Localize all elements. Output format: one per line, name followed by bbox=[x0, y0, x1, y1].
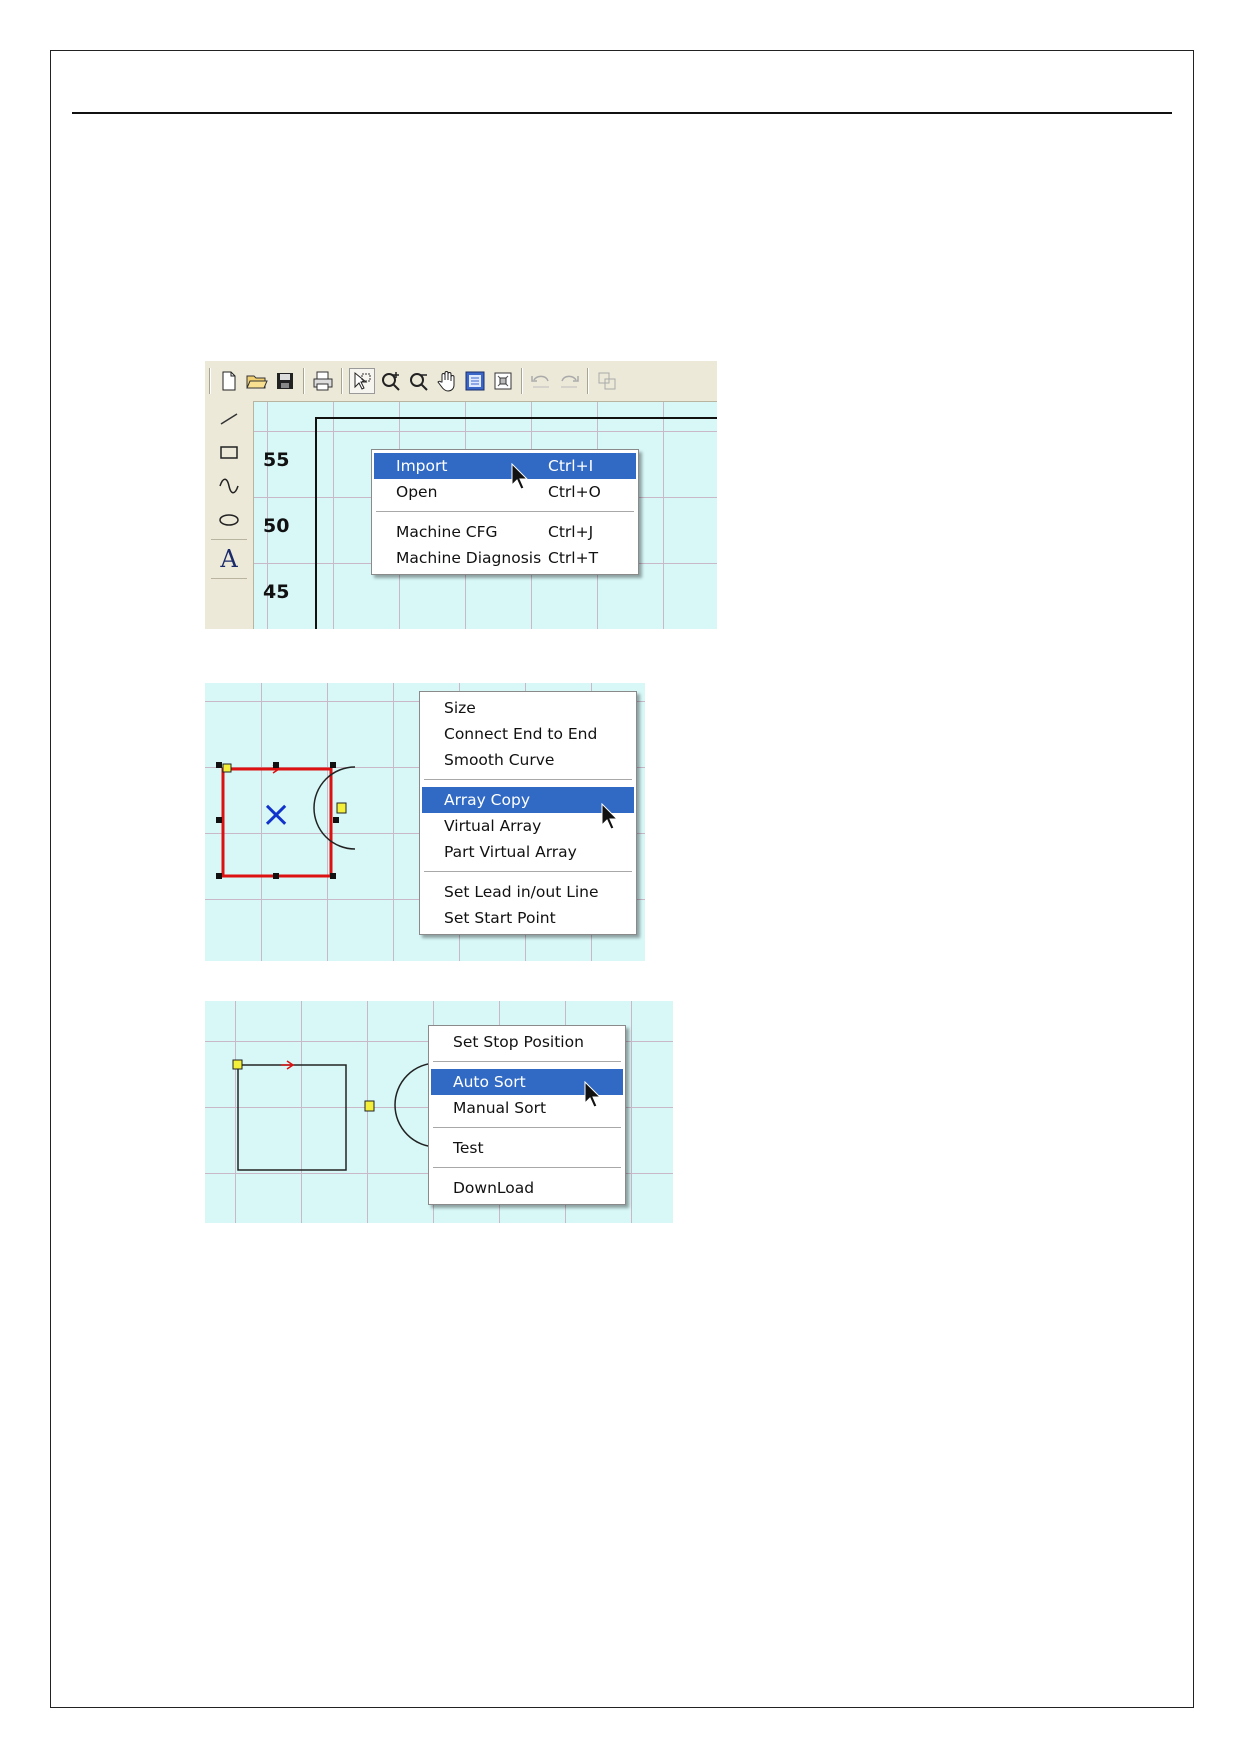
menu-item-shortcut: Ctrl+I bbox=[548, 457, 594, 475]
save-disk-icon[interactable] bbox=[273, 369, 297, 393]
menu-item-shortcut: Ctrl+J bbox=[548, 523, 594, 541]
open-folder-icon[interactable] bbox=[245, 369, 269, 393]
resize-handle[interactable] bbox=[216, 817, 222, 823]
menu-item-label: DownLoad bbox=[453, 1179, 535, 1197]
menu-item-shortcut: Ctrl+T bbox=[548, 549, 599, 567]
menu-separator bbox=[433, 1167, 621, 1169]
menu-item-label: Set Stop Position bbox=[453, 1033, 584, 1051]
zoom-all-icon[interactable] bbox=[491, 369, 515, 393]
menu-item-set-stop-position[interactable] bbox=[431, 1029, 623, 1055]
resize-handle[interactable] bbox=[333, 817, 339, 823]
text-tool-glyph: A bbox=[220, 545, 238, 573]
menu-item-set-start-point[interactable] bbox=[422, 905, 634, 931]
resize-handle[interactable] bbox=[330, 873, 336, 879]
group-icon[interactable] bbox=[595, 369, 619, 393]
resize-handle[interactable] bbox=[216, 762, 222, 768]
canvas-border-left bbox=[315, 417, 317, 629]
menu-separator bbox=[424, 779, 632, 781]
canvas-border-top bbox=[315, 417, 717, 419]
redo-icon[interactable] bbox=[557, 369, 581, 393]
menu-item-size[interactable] bbox=[422, 695, 634, 721]
resize-handle[interactable] bbox=[273, 873, 279, 879]
ellipse-tool-icon[interactable] bbox=[205, 503, 253, 537]
zoom-in-icon[interactable] bbox=[379, 369, 403, 393]
mouse-cursor-icon bbox=[583, 1081, 603, 1109]
menu-item-label: Virtual Array bbox=[444, 817, 542, 835]
menu-item-label: Smooth Curve bbox=[444, 751, 555, 769]
menu-item-label: Array Copy bbox=[444, 791, 530, 809]
screenshot-file-menu bbox=[205, 361, 717, 629]
mouse-cursor-icon bbox=[600, 803, 620, 831]
center-mark: × bbox=[261, 794, 292, 835]
menu-separator bbox=[433, 1127, 621, 1129]
drawing-toolbar bbox=[205, 401, 254, 629]
screenshot-edit-menu bbox=[205, 683, 645, 961]
undo-icon[interactable] bbox=[529, 369, 553, 393]
menu-item-label: Size bbox=[444, 699, 476, 717]
resize-handle[interactable] bbox=[216, 873, 222, 879]
menu-item-label: Part Virtual Array bbox=[444, 843, 577, 861]
line-tool-icon[interactable] bbox=[205, 401, 253, 435]
menu-item-import[interactable] bbox=[374, 453, 636, 479]
new-file-icon[interactable] bbox=[217, 369, 241, 393]
main-toolbar bbox=[205, 361, 717, 402]
menu-item-label: Machine CFG bbox=[396, 523, 498, 541]
select-pointer-icon[interactable] bbox=[349, 368, 375, 394]
rectangle-tool-icon[interactable] bbox=[205, 435, 253, 469]
fit-page-icon[interactable] bbox=[463, 369, 487, 393]
menu-item-label: Set Start Point bbox=[444, 909, 556, 927]
menu-item-smooth-curve[interactable] bbox=[422, 747, 634, 773]
menu-item-machine-cfg[interactable] bbox=[374, 519, 636, 545]
ruler-label: 45 bbox=[263, 581, 290, 603]
resize-handle[interactable] bbox=[330, 762, 336, 768]
menu-separator bbox=[424, 871, 632, 873]
pan-hand-icon[interactable] bbox=[435, 369, 459, 393]
text-tool-icon[interactable] bbox=[205, 542, 253, 576]
menu-item-label: Manual Sort bbox=[453, 1099, 547, 1117]
print-icon[interactable] bbox=[311, 369, 335, 393]
menu-item-shortcut: Ctrl+O bbox=[548, 483, 601, 501]
menu-item-download[interactable] bbox=[431, 1175, 623, 1201]
menu-item-part-virtual-array[interactable] bbox=[422, 839, 634, 865]
header-rule bbox=[72, 112, 1172, 114]
menu-item-connect-end-to-end[interactable] bbox=[422, 721, 634, 747]
menu-item-label: Machine Diagnosis bbox=[396, 549, 542, 567]
menu-item-label: Open bbox=[396, 483, 438, 501]
menu-separator bbox=[376, 511, 634, 513]
menu-item-label: Test bbox=[453, 1139, 484, 1157]
menu-item-set-lead-in-out-line[interactable] bbox=[422, 879, 634, 905]
menu-item-machine-diagnosis[interactable] bbox=[374, 545, 636, 571]
menu-item-open[interactable] bbox=[374, 479, 636, 505]
menu-item-label: Connect End to End bbox=[444, 725, 598, 743]
ruler-label: 55 bbox=[263, 449, 290, 471]
file-context-menu bbox=[371, 449, 639, 575]
screenshot-process-menu bbox=[205, 1001, 673, 1223]
menu-item-test[interactable] bbox=[431, 1135, 623, 1161]
resize-handle[interactable] bbox=[273, 762, 279, 768]
menu-separator bbox=[433, 1061, 621, 1063]
process-context-menu bbox=[428, 1025, 626, 1205]
curve-tool-icon[interactable] bbox=[205, 469, 253, 503]
zoom-out-icon[interactable] bbox=[407, 369, 431, 393]
menu-item-label: Auto Sort bbox=[453, 1073, 526, 1091]
ruler-label: 50 bbox=[263, 515, 290, 537]
mouse-cursor-icon bbox=[510, 463, 530, 491]
menu-item-label: Import bbox=[396, 457, 448, 475]
menu-item-label: Set Lead in/out Line bbox=[444, 883, 599, 901]
